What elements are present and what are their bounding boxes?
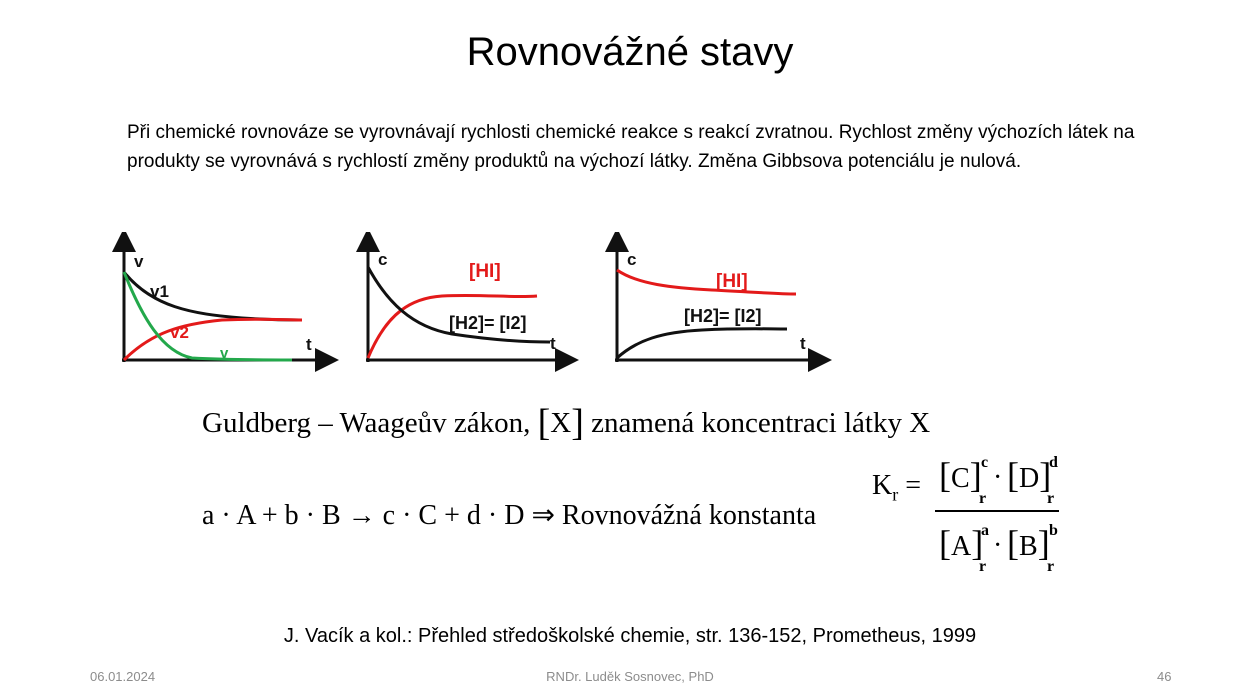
graph-concentrations-1 — [366, 240, 567, 362]
g1-y-label: v — [134, 252, 144, 271]
fraction-denominator: [A] a r · [B] b r — [939, 522, 1058, 575]
law-suffix: znamená koncentraci látky X — [591, 407, 931, 439]
slide-title: Rovnovážné stavy — [466, 30, 794, 74]
g3-label-hi: [HI] — [716, 271, 748, 292]
graphs-figure — [112, 232, 832, 372]
guldberg-waage-law: Guldberg – Waageův zákon, [X] znamená koncentraci látky X — [202, 402, 931, 444]
law-prefix: Guldberg – Waageův zákon, — [202, 407, 531, 439]
g1-x-label: t — [306, 335, 312, 354]
equilibrium-constant-symbol: $K_r$ = — [872, 470, 922, 505]
g2-x-label: t — [550, 334, 556, 353]
g1-label-v1: v1 — [150, 282, 169, 301]
reaction-equation: a · A + b · B → c · C + d · D ⇒ Rovnovážná konstanta — [202, 500, 817, 531]
fraction-bar — [935, 510, 1059, 512]
graph-concentrations-2 — [615, 240, 820, 362]
reference-citation: J. Vacík a kol.: Přehled středoškolské chemie, str. 136-152, Prometheus, 1999 — [283, 625, 977, 647]
g2-label-hi: [HI] — [469, 261, 501, 282]
equilibrium-constant-fraction — [935, 450, 1059, 578]
g1-label-v2: v2 — [170, 323, 189, 342]
g2-y-label: c — [378, 250, 388, 269]
g2-label-h2i2: [H2]= [I2] — [449, 313, 527, 333]
graph-rates — [122, 240, 327, 362]
g3-y-label: c — [627, 250, 637, 269]
g3-curve-h2i2 — [617, 329, 787, 358]
g1-label-v: v — [220, 345, 229, 362]
g3-curve-hi — [617, 270, 796, 294]
g3-label-h2i2: [H2]= [I2] — [684, 306, 762, 326]
g3-x-label: t — [800, 334, 806, 353]
footer-date: 06.01.2024 — [90, 669, 156, 684]
footer-page-number: 46 — [1157, 669, 1172, 684]
footer-author: RNDr. Luděk Sosnovec, PhD — [546, 669, 714, 684]
intro-paragraph: Při chemické rovnováze se vyrovnávají rychlosti chemické reakce s reakcí zvratnou. Rychlost změny výchozích látek na produkty se vyrovnává s rychlostí změny produktů na výchozí látky. Změna Gibbsova potenciálu je nulová. — [127, 122, 1135, 172]
fraction-numerator: [C] c r · [D] d r — [939, 454, 1058, 507]
law-bracket-symbol: X — [550, 407, 572, 439]
